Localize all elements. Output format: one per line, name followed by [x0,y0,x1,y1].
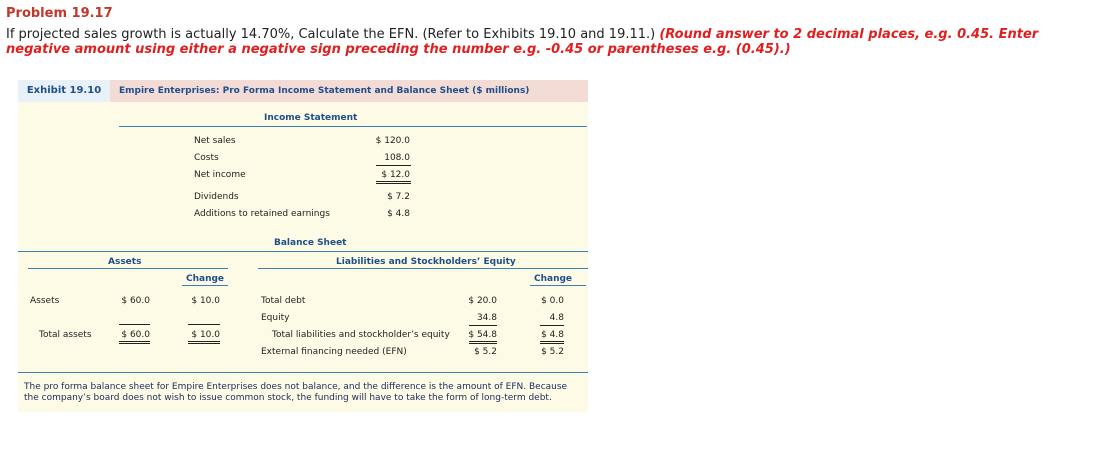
total-debt-label: Total debt [261,296,306,306]
total-assets-change-dbl-1 [188,341,220,342]
net-income-underline-2 [376,183,411,184]
income-statement-rule [119,126,587,127]
income-statement-title: Income Statement [264,113,358,123]
total-debt-value: $ 20.0 [468,296,497,306]
efn-value: $ 5.2 [474,347,497,357]
question-body: If projected sales growth is actually 14.70%, Calculate the EFN. (Refer to Exhibits 19.10 and 19.11.) [6,27,656,42]
equity-change: 4.8 [549,313,564,323]
equity-underline [469,325,497,326]
total-liab-dbl-2 [469,343,497,344]
assets-value: $ 60.0 [121,296,150,306]
assets-change-header: Change [186,274,225,284]
equity-value: 34.8 [476,313,497,323]
liabilities-header-rule [258,268,588,269]
assets-header-rule [28,268,228,269]
equity-change-underline [540,325,564,326]
assets-change-rule [182,285,228,286]
total-assets-change-dbl-2 [188,343,220,344]
equity-label: Equity [261,313,290,323]
is-label-costs: Costs [194,153,219,163]
is-value-dividends: $ 7.2 [387,192,410,202]
liab-change-rule [530,285,586,286]
total-assets-change: $ 10.0 [191,330,220,340]
liabilities-header: Liabilities and Stockholders’ Equity [336,257,516,267]
is-label-net-income: Net income [194,170,246,180]
liab-change-header: Change [534,274,573,284]
is-value-net-sales: $ 120.0 [375,136,410,146]
exhibit-footnote: The pro forma balance sheet for Empire Enterprises does not balance, and the difference is the amount of EFN. Because the company’s board does not wish to issue common stock, the funding will have to take the form of long-term debt. [24,382,568,403]
exhibit-tag: Exhibit 19.10 [18,80,110,102]
balance-sheet-title: Balance Sheet [274,238,347,248]
total-assets-dbl-2 [119,343,150,344]
total-liab-change-dbl-2 [540,343,564,344]
total-liab-label: Total liabilities and stockholder’s equity [272,330,450,340]
net-income-underline-1 [376,181,411,182]
footnote-rule [18,372,588,373]
balance-sheet-rule [18,251,588,252]
question-text [6,27,1106,57]
total-assets-value: $ 60.0 [121,330,150,340]
efn-label: External financing needed (EFN) [261,347,407,357]
total-liab-value: $ 54.8 [468,330,497,340]
total-liab-dbl-1 [469,341,497,342]
problem-title: Problem 19.17 [6,6,113,21]
is-value-net-income: $ 12.0 [381,170,410,180]
assets-change-underline [188,324,220,325]
costs-underline [376,165,411,166]
total-assets-dbl-1 [119,341,150,342]
total-debt-change: $ 0.0 [541,296,564,306]
is-value-costs: 108.0 [384,153,410,163]
exhibit-title: Empire Enterprises: Pro Forma Income Statement and Balance Sheet ($ millions) [119,86,530,96]
is-label-net-sales: Net sales [194,136,236,146]
rounding-instruction: (Round answer to 2 decimal places, e.g. 0.45. Enter negative amount using either a negative sign preceding the number e.g. -0.45 or parentheses e.g. (0.45).) [6,27,1039,57]
assets-header: Assets [108,257,142,267]
total-liab-change: $ 4.8 [541,330,564,340]
exhibit-header [18,80,588,102]
is-label-retained-earnings: Additions to retained earnings [194,209,330,219]
assets-label: Assets [30,296,60,306]
exhibit-19-10 [18,80,588,412]
efn-change: $ 5.2 [541,347,564,357]
is-label-dividends: Dividends [194,192,239,202]
is-value-retained-earnings: $ 4.8 [387,209,410,219]
assets-change: $ 10.0 [191,296,220,306]
total-assets-label: Total assets [39,330,92,340]
assets-value-underline [119,324,150,325]
total-liab-change-dbl-1 [540,341,564,342]
